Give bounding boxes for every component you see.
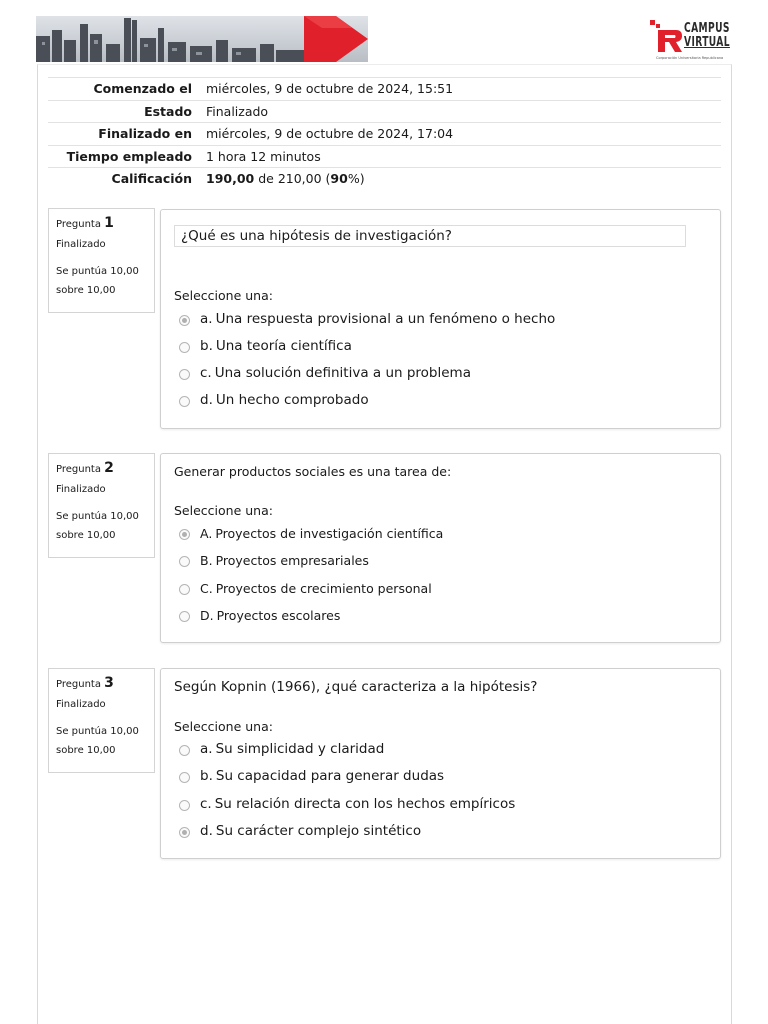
summary-row-state xyxy=(48,100,721,123)
select-one-prompt: Seleccione una: xyxy=(174,503,273,518)
option-text: Una teoría científica xyxy=(215,338,352,354)
option-text: Una solución definitiva a un problema xyxy=(214,365,471,381)
question-grade xyxy=(56,722,147,760)
select-one-prompt: Seleccione una: xyxy=(174,288,273,303)
question-number xyxy=(56,675,147,693)
option-text: Su capacidad para generar dudas xyxy=(215,768,445,784)
city-skyline-image xyxy=(36,16,368,62)
grade-value xyxy=(192,171,365,186)
question-label: Pregunta xyxy=(56,464,101,475)
answer-option[interactable] xyxy=(179,796,515,812)
question-label: Pregunta xyxy=(56,219,101,230)
summary-label: Tiempo empleado xyxy=(66,148,192,164)
radio-icon[interactable] xyxy=(179,369,190,380)
option-letter: b. xyxy=(200,338,213,354)
radio-selected-icon[interactable] xyxy=(179,315,190,326)
summary-value: Finalizado xyxy=(206,103,269,119)
logo-line1: CAMPUS xyxy=(684,21,730,36)
option-text: Su carácter complejo sintético xyxy=(215,823,422,839)
summary-row-started xyxy=(48,77,721,100)
option-text: Un hecho comprobado xyxy=(215,392,369,408)
question-label: Pregunta xyxy=(56,679,101,690)
question-number-value: 2 xyxy=(104,460,114,476)
answer-option[interactable] xyxy=(179,311,555,327)
answer-option[interactable] xyxy=(179,365,471,381)
option-letter: d. xyxy=(200,823,213,839)
grade-line-2: sobre 10,00 xyxy=(56,285,116,296)
summary-label: Finalizado en xyxy=(98,126,192,142)
question-info-2 xyxy=(48,453,155,558)
radio-icon[interactable] xyxy=(179,745,190,756)
option-letter: C. xyxy=(200,581,213,596)
option-text: Proyectos de crecimiento personal xyxy=(215,581,432,596)
summary-value: 1 hora 12 minutos xyxy=(206,148,321,164)
option-letter: A. xyxy=(200,526,213,541)
answer-option[interactable] xyxy=(179,768,444,784)
radio-icon[interactable] xyxy=(179,584,190,595)
logo-text xyxy=(684,22,730,50)
radio-selected-icon[interactable] xyxy=(179,529,190,540)
question-grade xyxy=(56,507,147,545)
answer-option[interactable] xyxy=(179,741,384,757)
answer-option[interactable] xyxy=(179,392,369,408)
radio-icon[interactable] xyxy=(179,396,190,407)
option-text: Proyectos escolares xyxy=(216,608,341,623)
question-number-value: 3 xyxy=(104,675,114,691)
radio-selected-icon[interactable] xyxy=(179,827,190,838)
radio-icon[interactable] xyxy=(179,611,190,622)
grade-line-1: Se puntúa 10,00 xyxy=(56,266,139,277)
summary-row-time xyxy=(48,145,721,168)
option-letter: D. xyxy=(200,608,214,623)
question-info-3 xyxy=(48,668,155,773)
radio-icon[interactable] xyxy=(179,556,190,567)
campus-virtual-logo[interactable] xyxy=(650,16,732,62)
question-grade xyxy=(56,262,147,300)
grade-line-1: Se puntúa 10,00 xyxy=(56,726,139,737)
question-box-2 xyxy=(160,453,721,643)
question-box-3 xyxy=(160,668,721,859)
answer-option[interactable] xyxy=(179,526,443,541)
question-text: Generar productos sociales es una tarea de: xyxy=(174,464,452,479)
question-state: Finalizado xyxy=(56,699,106,710)
answer-option[interactable] xyxy=(179,823,421,839)
question-box-1 xyxy=(160,209,721,429)
radio-icon[interactable] xyxy=(179,800,190,811)
option-letter: a. xyxy=(200,311,213,327)
option-text: Proyectos de investigación científica xyxy=(215,526,444,541)
question-state: Finalizado xyxy=(56,484,106,495)
logo-line2: VIRTUAL xyxy=(684,35,730,50)
option-text: Su relación directa con los hechos empíricos xyxy=(214,796,516,812)
summary-value: miércoles, 9 de octubre de 2024, 15:51 xyxy=(206,81,454,97)
page-header xyxy=(36,16,732,62)
grade-score: 190,00 xyxy=(206,171,255,187)
grade-percent: 90 xyxy=(330,171,348,187)
grade-tail: %) xyxy=(347,171,365,187)
grade-line-2: sobre 10,00 xyxy=(56,530,116,541)
summary-label: Calificación xyxy=(111,171,192,187)
radio-icon[interactable] xyxy=(179,342,190,353)
header-banner-image xyxy=(36,16,368,62)
option-letter: a. xyxy=(200,741,213,757)
question-info-1 xyxy=(48,208,155,313)
grade-of-text: de 210,00 ( xyxy=(254,171,331,187)
answer-option[interactable] xyxy=(179,553,369,568)
summary-label: Estado xyxy=(144,103,192,119)
question-number-value: 1 xyxy=(104,215,114,231)
answer-option[interactable] xyxy=(179,581,432,596)
answer-option[interactable] xyxy=(179,338,352,354)
radio-icon[interactable] xyxy=(179,772,190,783)
answer-option[interactable] xyxy=(179,608,340,623)
summary-row-finished xyxy=(48,122,721,145)
option-text: Una respuesta provisional a un fenómeno o hecho xyxy=(215,311,556,327)
summary-row-grade xyxy=(48,167,721,190)
summary-value: miércoles, 9 de octubre de 2024, 17:04 xyxy=(206,126,454,142)
option-letter: c. xyxy=(200,796,212,812)
question-number xyxy=(56,215,147,233)
option-letter: c. xyxy=(200,365,212,381)
question-number xyxy=(56,460,147,478)
attempt-summary-table xyxy=(48,77,721,190)
select-one-prompt: Seleccione una: xyxy=(174,719,273,734)
option-letter: b. xyxy=(200,768,213,784)
option-text: Su simplicidad y claridad xyxy=(215,741,385,757)
option-letter: d. xyxy=(200,392,213,408)
grade-line-2: sobre 10,00 xyxy=(56,745,116,756)
grade-line-1: Se puntúa 10,00 xyxy=(56,511,139,522)
logo-mark-icon xyxy=(650,20,684,52)
question-text: Según Kopnin (1966), ¿qué caracteriza a la hipótesis? xyxy=(174,679,538,695)
summary-label: Comenzado el xyxy=(93,81,192,97)
question-state: Finalizado xyxy=(56,239,106,250)
question-text: ¿Qué es una hipótesis de investigación? xyxy=(174,225,686,247)
option-letter: B. xyxy=(200,553,213,568)
logo-tagline: Corporación Universitaria Republicana xyxy=(656,56,724,60)
option-text: Proyectos empresariales xyxy=(215,553,369,568)
